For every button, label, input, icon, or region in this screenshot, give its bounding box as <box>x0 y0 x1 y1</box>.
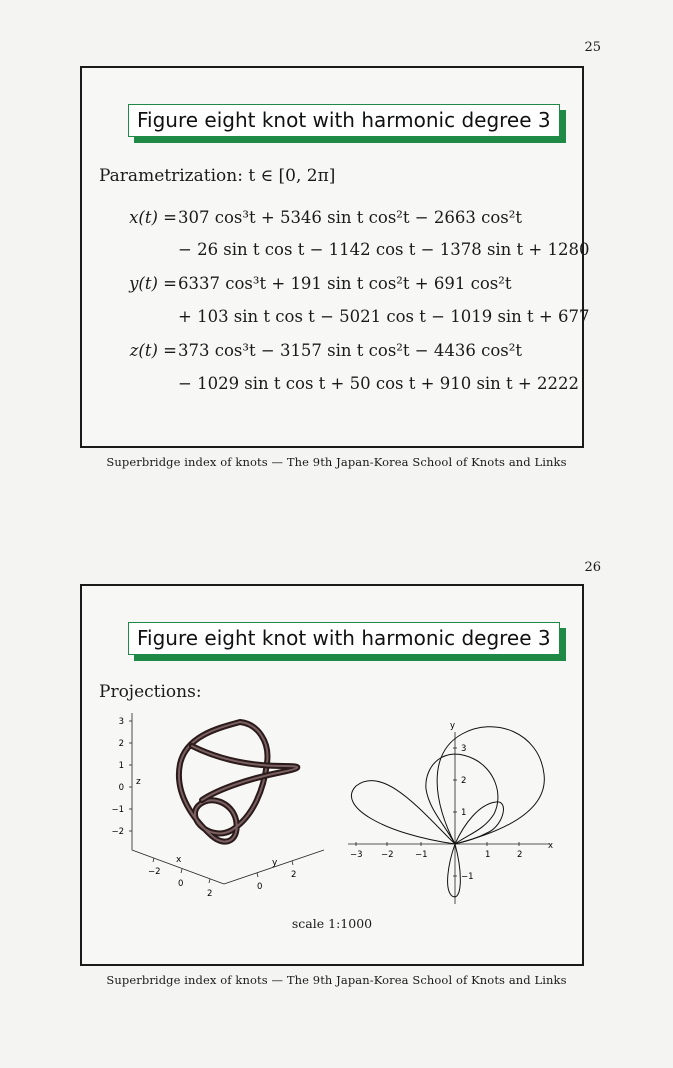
x-axis-label: x <box>176 855 182 865</box>
z-tick-group <box>111 717 132 837</box>
z-tick-label: 1 <box>118 761 124 771</box>
y-tick-label: 3 <box>461 744 467 754</box>
projection-2d-plot <box>344 714 559 906</box>
equation-line: 373 cos³t − 3157 sin t cos²t − 4436 cos²t <box>178 341 522 360</box>
footer-26: Superbridge index of knots — The 9th Japan-Korea School of Knots and Links <box>106 973 567 987</box>
equation-line: 307 cos³t + 5346 sin t cos²t − 2663 cos²t <box>178 208 522 227</box>
equation-line: − 1029 sin t cos t + 50 cos t + 910 sin t + 2222 <box>178 374 579 393</box>
projections-label: Projections: <box>99 682 202 702</box>
title-text: Figure eight knot with harmonic degree 3 <box>128 622 560 655</box>
x-tick-label: −1 <box>415 850 428 860</box>
slide-frame-26 <box>80 584 584 966</box>
y-axis-label: y <box>272 858 278 868</box>
x-tick-label: −3 <box>350 850 363 860</box>
slide-title-25 <box>128 104 560 137</box>
parametrization-text: Parametrization: t ∈ [0, 2π] <box>99 166 336 186</box>
page-number-25: 25 <box>584 40 601 55</box>
title-text: Figure eight knot with harmonic degree 3 <box>128 104 560 137</box>
x-tick-label: −2 <box>381 850 394 860</box>
z-tick-label: −2 <box>111 827 124 837</box>
y-tick-label: 2 <box>461 776 467 786</box>
slide-frame-25 <box>80 66 590 448</box>
y-axis-label: y <box>450 721 456 731</box>
projection-curve <box>351 727 544 897</box>
z-tick-label: 0 <box>118 783 124 793</box>
y-tick-label: 2 <box>291 870 297 880</box>
y-tick-label: −1 <box>461 872 474 882</box>
x-tick-label: 0 <box>178 879 184 889</box>
x-tick-label: 2 <box>207 889 213 899</box>
knot-3d-plot <box>102 708 337 903</box>
equation-line: + 103 sin t cos t − 5021 cos t − 1019 sin t + 677 <box>178 307 590 326</box>
z-axis-label: z <box>136 777 141 787</box>
equation-lhs: x(t) = <box>129 208 177 227</box>
knot-tube <box>179 722 297 842</box>
page-number-26: 26 <box>584 560 601 575</box>
equation-line: 6337 cos³t + 191 sin t cos²t + 691 cos²t <box>178 274 512 293</box>
scale-label: scale 1:1000 <box>291 916 373 931</box>
y-tick-label: 1 <box>461 808 467 818</box>
y-tick-group <box>453 744 474 882</box>
equation-lhs: z(t) = <box>129 341 177 360</box>
equation-lhs: y(t) = <box>129 274 177 293</box>
x-tick-label: 1 <box>485 850 491 860</box>
footer-25: Superbridge index of knots — The 9th Japan-Korea School of Knots and Links <box>106 455 567 469</box>
z-tick-label: 3 <box>118 717 124 727</box>
slide-title-26 <box>128 622 560 655</box>
x-tick-label: −2 <box>148 867 161 877</box>
z-tick-label: −1 <box>111 805 124 815</box>
x-tick-label: 2 <box>517 850 523 860</box>
x-tick-group <box>350 842 522 860</box>
y-tick-label: 0 <box>257 882 263 892</box>
z-tick-label: 2 <box>118 739 124 749</box>
equation-line: − 26 sin t cos t − 1142 cos t − 1378 sin t + 1280 <box>178 240 590 259</box>
x-axis-label: x <box>548 841 554 851</box>
